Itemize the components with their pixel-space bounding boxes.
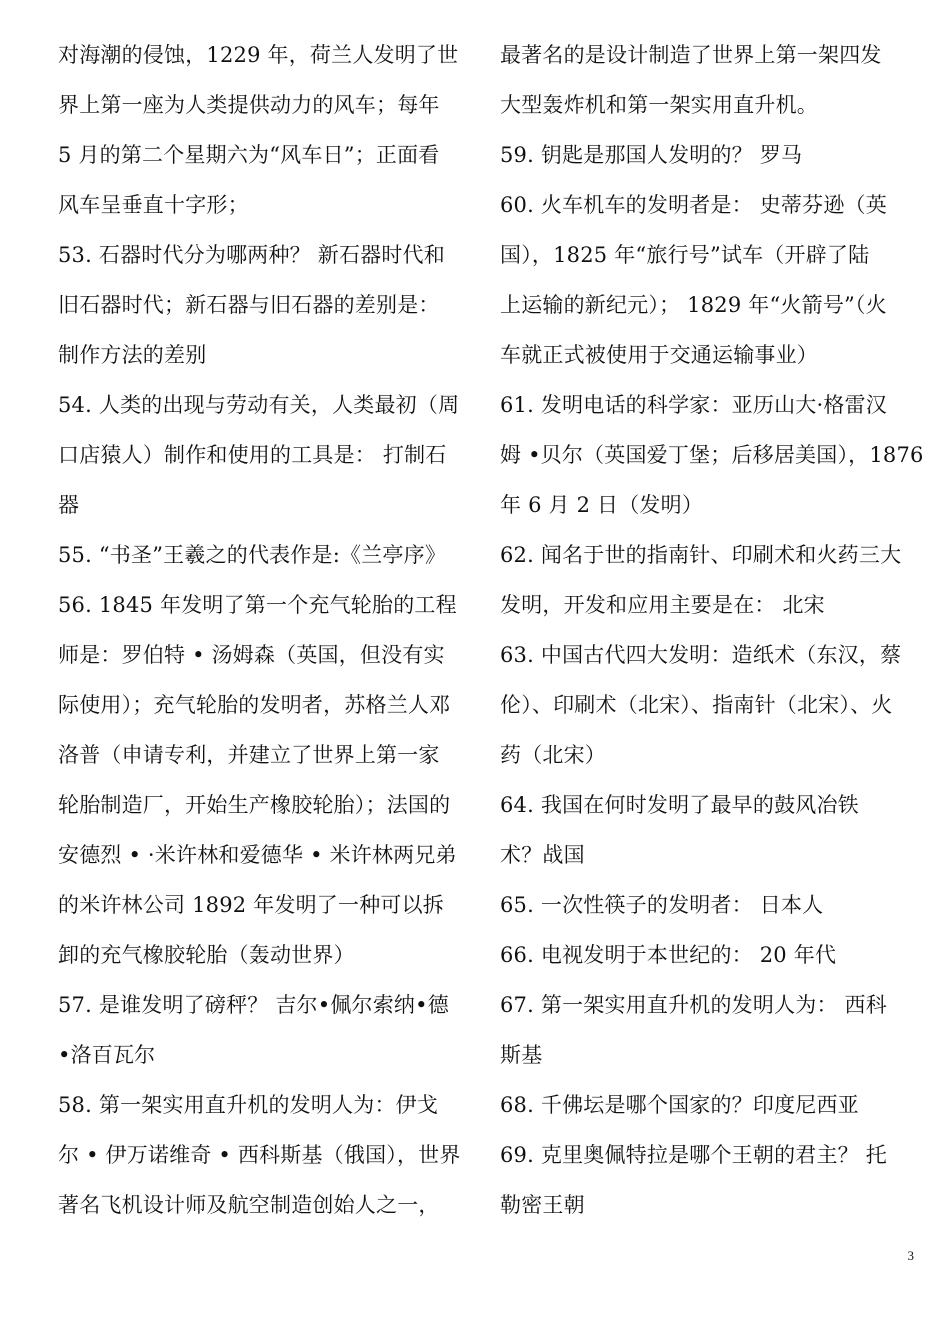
text-line: 54. 人类的出现与劳动有关，人类最初（周 [58, 393, 460, 417]
text-line: 56. 1845 年发明了第一个充气轮胎的工程 [58, 593, 457, 617]
text-line: 55. “书圣”王羲之的代表作是:《兰亭序》 [58, 543, 447, 567]
text-line: 师是：罗伯特 • 汤姆森（英国，但没有实 [58, 643, 445, 667]
text-line: 年 6 月 2 日（发明） [500, 493, 704, 517]
text-line: 67. 第一架实用直升机的发明人为： 西科 [500, 993, 887, 1017]
text-line: 著名飞机设计师及航空制造创始人之一， [58, 1193, 440, 1217]
text-line: 药（北宋） [500, 743, 606, 767]
text-line: 斯基 [500, 1043, 543, 1067]
text-line: 58. 第一架实用直升机的发明人为：伊戈 [58, 1093, 439, 1117]
page-number: 3 [907, 1248, 914, 1263]
text-line: 64. 我国在何时发明了最早的鼓风冶铁 [500, 793, 859, 817]
text-line: 车就正式被使用于交通运输事业） [500, 343, 818, 367]
text-line: 口店猿人）制作和使用的工具是： 打制石 [58, 443, 447, 467]
text-line: 勒密王朝 [500, 1193, 585, 1217]
text-line: 65. 一次性筷子的发明者： 日本人 [500, 893, 824, 917]
text-line: 的米许林公司 1892 年发明了一种可以拆 [58, 893, 444, 917]
text-line: 上运输的新纪元）； 1829 年“火箭号”（火 [500, 293, 887, 317]
text-line: 国），1825 年“旅行号”试车（开辟了陆 [500, 243, 870, 267]
text-line: 安德烈 • ·米许林和爱德华 • 米许林两兄弟 [58, 843, 457, 867]
text-line: 发明，开发和应用主要是在： 北宋 [500, 593, 825, 617]
text-line: 尔 • 伊万诺维奇 • 西科斯基（俄国），世界 [58, 1143, 461, 1167]
text-line: 62. 闻名于世的指南针、印刷术和火药三大 [500, 543, 902, 567]
text-line: 洛普（申请专利，并建立了世界上第一家 [58, 743, 440, 767]
text-line: 66. 电视发明于本世纪的： 20 年代 [500, 943, 837, 967]
right-column [500, 30, 924, 1230]
text-line: 轮胎制造厂，开始生产橡胶轮胎）；法国的 [58, 793, 451, 817]
text-line: 61. 发明电话的科学家：亚历山大·格雷汉 [500, 393, 887, 417]
text-line: 对海潮的侵蚀，1229 年，荷兰人发明了世 [58, 43, 459, 67]
text-line: 59. 钥匙是那国人发明的？ 罗马 [500, 143, 803, 167]
text-line: 60. 火车机车的发明者是： 史蒂芬逊（英 [500, 193, 887, 217]
left-column [58, 30, 466, 1230]
text-line: 际使用）；充气轮胎的发明者，苏格兰人邓 [58, 693, 451, 717]
text-line: 大型轰炸机和第一架实用直升机。 [500, 93, 818, 117]
text-line: 界上第一座为人类提供动力的风车；每年 [58, 93, 440, 117]
text-line: 最著名的是设计制造了世界上第一架四发 [500, 43, 882, 67]
text-line: •洛百瓦尔 [58, 1043, 156, 1067]
text-line: 57. 是谁发明了磅秤？ 吉尔•佩尔索纳•德 [58, 993, 449, 1017]
text-line: 姆 •贝尔（英国爱丁堡；后移居美国），1876 [500, 443, 924, 467]
text-line: 伦）、印刷术（北宋）、指南针（北宋）、火 [500, 693, 893, 717]
text-line: 53. 石器时代分为哪两种？ 新石器时代和 [58, 243, 445, 267]
text-line: 68. 千佛坛是哪个国家的？印度尼西亚 [500, 1093, 859, 1117]
text-line: 5 月的第二个星期六为“风车日”；正面看 [58, 143, 440, 167]
text-line: 器 [58, 493, 80, 517]
text-line: 制作方法的差别 [58, 343, 207, 367]
text-line: 69. 克里奥佩特拉是哪个王朝的君主？ 托 [500, 1143, 887, 1167]
text-line: 风车呈垂直十字形； [58, 193, 249, 217]
text-line: 术？战国 [500, 843, 585, 867]
text-line: 卸的充气橡胶轮胎（轰动世界） [58, 943, 355, 967]
text-line: 旧石器时代；新石器与旧石器的差别是： [58, 293, 440, 317]
text-line: 63. 中国古代四大发明：造纸术（东汉，蔡 [500, 643, 902, 667]
